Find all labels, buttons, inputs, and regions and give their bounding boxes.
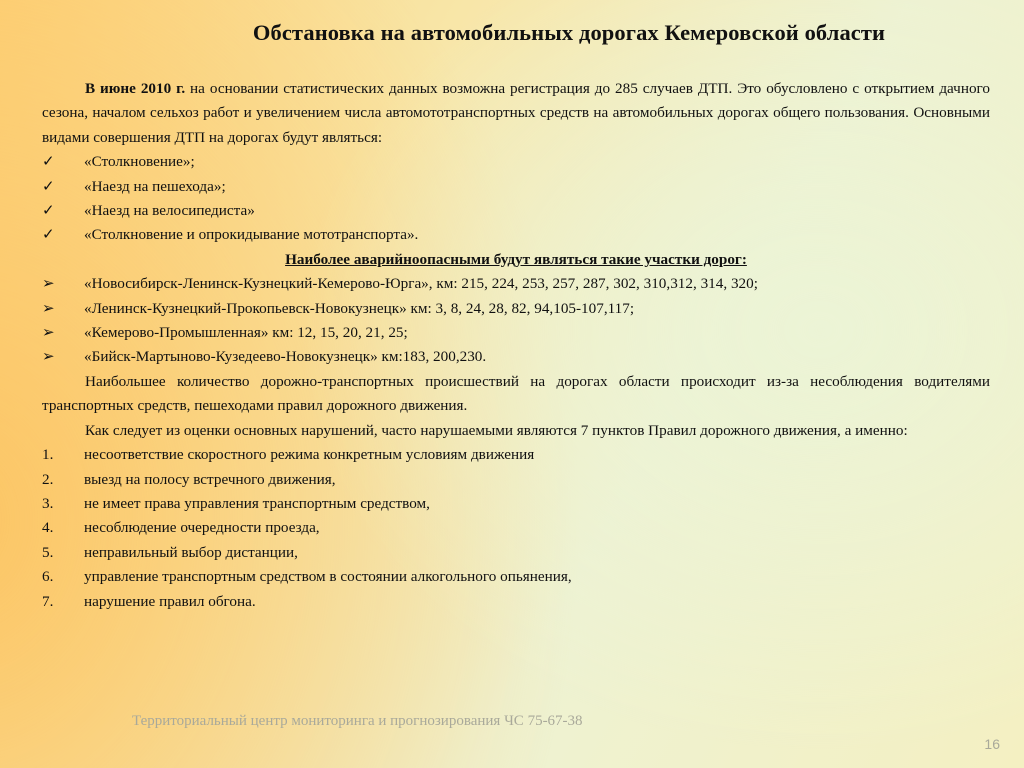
violation-number: 1. <box>42 446 54 464</box>
intro-text: на основании статистических данных возможна регистрация до 285 случаев ДТП. Это обусловлено с открытием дачного сезона, началом сельхоз работ и увеличением числа автомототранспортных средств на автомобильных дорогах общего пользования. Основными видами совершения ДТП на дорогах будут являться: <box>42 80 990 146</box>
arrow-bullet-icon: ➢ <box>42 348 55 366</box>
footer-text: Территориальный центр мониторинга и прогнозирования ЧС 75-67-38 <box>132 713 583 729</box>
arrow-bullet-icon: ➢ <box>42 324 55 342</box>
check-item <box>42 175 990 199</box>
checkmark-icon: ✓ <box>42 226 55 244</box>
checkmark-icon: ✓ <box>42 177 55 195</box>
violation-item <box>42 541 990 565</box>
violation-number: 7. <box>42 592 54 610</box>
slide-title: Обстановка на автомобильных дорогах Кемеровской области <box>252 20 886 45</box>
violation-number: 6. <box>42 568 54 586</box>
violation-text: выезд на полосу встречного движения, <box>84 470 336 488</box>
dangerous-roads-heading: Наиболее аварийноопасными будут являться такие участки дорог: <box>285 250 747 268</box>
violation-item <box>42 565 990 589</box>
arrow-bullet-icon: ➢ <box>42 299 55 317</box>
causes-paragraph: Наибольшее количество дорожно-транспортных происшествий на дорогах области происходит из-за несоблюдения водителями транспортных средств, пешеходами правил дорожного движения. <box>42 372 990 415</box>
violation-text: не имеет права управления транспортным средством, <box>84 494 430 512</box>
violation-item <box>42 468 990 492</box>
intro-paragraph <box>42 77 990 150</box>
violation-text: несоблюдение очередности проезда, <box>84 519 320 537</box>
violation-text: несоответствие скоростного режима конкретным условиям движения <box>84 446 535 464</box>
slide-body <box>42 77 990 614</box>
violation-number: 5. <box>42 543 54 561</box>
road-item-text: «Кемерово-Промышленная» км: 12, 15, 20, 21, 25; <box>84 324 408 342</box>
check-item-text: «Наезд на велосипедиста» <box>84 202 255 220</box>
road-item <box>42 345 990 369</box>
arrow-bullet-icon: ➢ <box>42 275 55 293</box>
violation-item <box>42 516 990 540</box>
road-item <box>42 297 990 321</box>
check-item <box>42 223 990 247</box>
intro-lead: В июне 2010 г. <box>85 80 186 97</box>
violation-item <box>42 492 990 516</box>
checkmark-icon: ✓ <box>42 153 55 171</box>
road-item-text: «Ленинск-Кузнецкий-Прокопьевск-Новокузнецк» км: 3, 8, 24, 28, 82, 94,105-107,117; <box>84 299 635 317</box>
road-item <box>42 272 990 296</box>
check-item-text: «Столкновение и опрокидывание мототранспорта». <box>84 226 419 244</box>
violation-item <box>42 590 990 614</box>
violation-text: неправильный выбор дистанции, <box>84 543 298 561</box>
check-item-text: «Наезд на пешехода»; <box>84 177 226 195</box>
violation-item <box>42 443 990 467</box>
page-number: 16 <box>984 736 1000 752</box>
violation-number: 4. <box>42 519 54 537</box>
checkmark-icon: ✓ <box>42 202 55 220</box>
violation-number: 2. <box>42 470 54 488</box>
violation-text: управление транспортным средством в состоянии алкогольного опьянения, <box>84 568 572 586</box>
violation-number: 3. <box>42 494 54 512</box>
check-item <box>42 150 990 174</box>
check-item <box>42 199 990 223</box>
check-item-text: «Столкновение»; <box>84 153 195 171</box>
road-item-text: «Новосибирск-Ленинск-Кузнецкий-Кемерово-Юрга», км: 215, 224, 253, 257, 287, 302, 310,312, 314, 320; <box>84 275 758 293</box>
road-item <box>42 321 990 345</box>
road-item-text: «Бийск-Мартыново-Кузедеево-Новокузнецк» км:183, 200,230. <box>84 348 487 366</box>
violations-intro-paragraph: Как следует из оценки основных нарушений, часто нарушаемыми являются 7 пунктов Правил дорожного движения, а именно: <box>85 421 908 439</box>
violation-text: нарушение правил обгона. <box>84 592 256 610</box>
